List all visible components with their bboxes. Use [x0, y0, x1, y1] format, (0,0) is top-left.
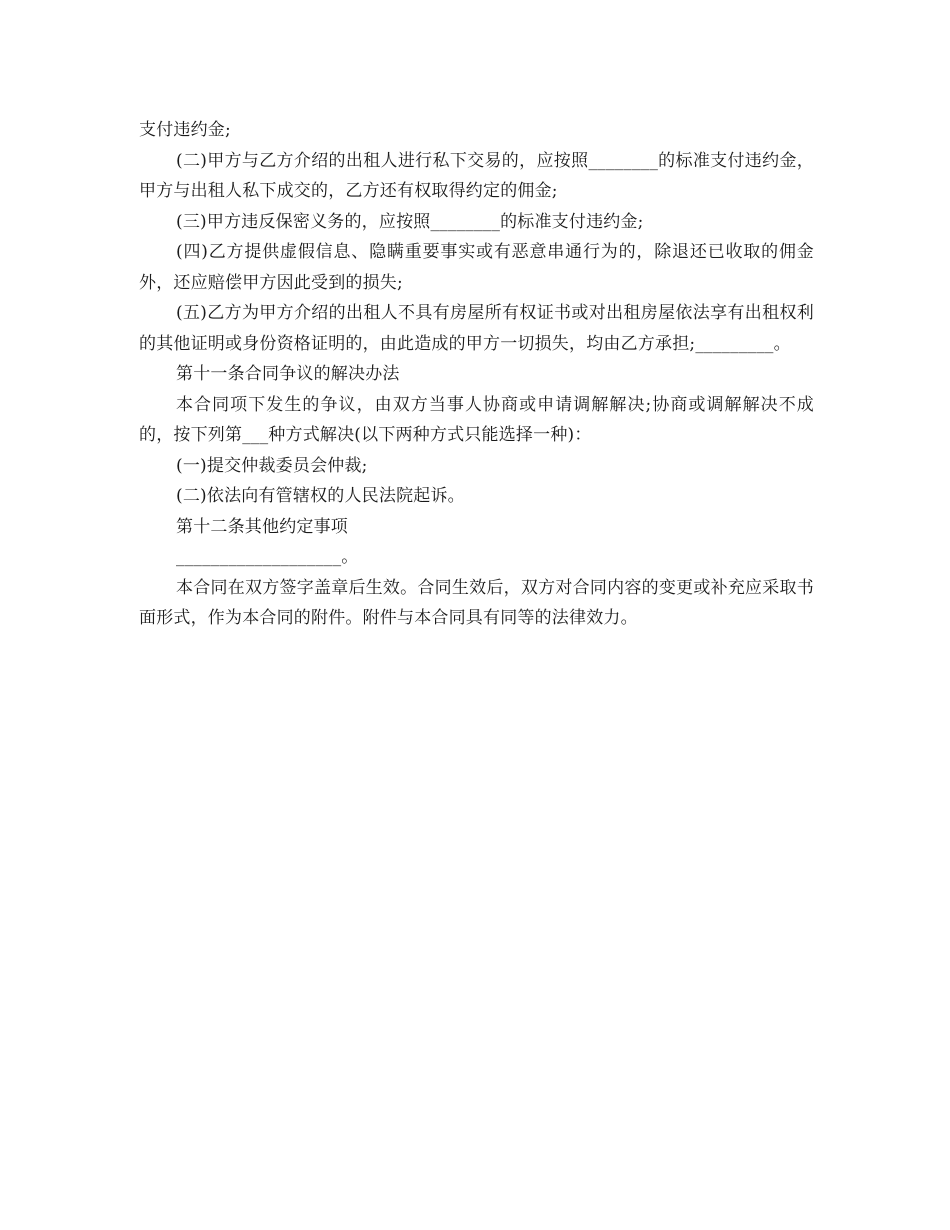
paragraph-clause-5-ownership: (五)乙方为甲方介绍的出租人不具有房屋所有权证书或对出租房屋依法享有出租权利的其他证明或身份资格证明的，由此造成的甲方一切损失，均由乙方承担;_________。 [139, 303, 814, 354]
article-11-heading: 第十一条合同争议的解决办法 [176, 364, 400, 384]
paragraph-penalty-continuation: 支付违约金; [139, 120, 231, 140]
paragraph-clause-2-private-deal: (二)甲方与乙方介绍的出租人进行私下交易的，应按照________的标准支付违约金，甲方与出租人私下成交的，乙方还有权取得约定的佣金; [139, 150, 814, 201]
paragraph-clause-3-confidentiality: (三)甲方违反保密义务的，应按照________的标准支付违约金; [176, 211, 644, 232]
paragraph-effectiveness: 本合同在双方签字盖章后生效。合同生效后，双方对合同内容的变更或补充应采取书面形式，作为本合同的附件。附件与本合同具有同等的法律效力。 [139, 577, 814, 628]
paragraph-clause-4-false-info: (四)乙方提供虚假信息、隐瞒重要事实或有恶意串通行为的，除退还已收取的佣金外，还应赔偿甲方因此受到的损失; [139, 242, 814, 293]
paragraph-dispute-resolution: 本合同项下发生的争议，由双方当事人协商或申请调解解决;协商或调解解决不成的，按下列第___种方式解决(以下两种方式只能选择一种)： [139, 394, 814, 445]
document-body [139, 115, 814, 634]
paragraph-option-court: (二)依法向有管辖权的人民法院起诉。 [176, 486, 465, 506]
paragraph-option-arbitration: (一)提交仲裁委员会仲裁; [176, 455, 368, 476]
paragraph-other-terms-blank: ___________________。 [176, 547, 359, 567]
article-12-heading: 第十二条其他约定事项 [176, 516, 348, 537]
